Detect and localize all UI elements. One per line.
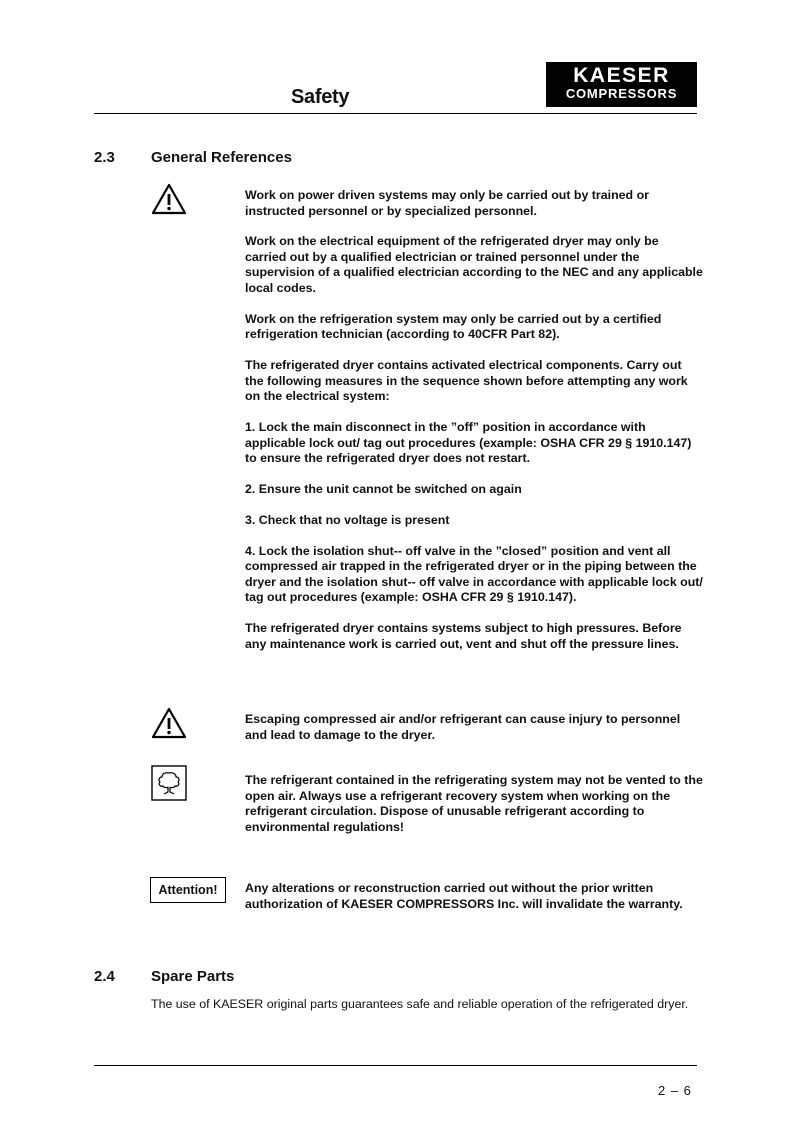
- warranty-attention-text: Any alterations or reconstruction carried out without the prior written authorization of KAESER COMPRESSORS Inc. will invalidate the warranty.: [245, 881, 683, 911]
- logo-main-text: KAESER: [573, 64, 670, 87]
- section-title-spare-parts: Spare Parts: [151, 968, 235, 985]
- spare-parts-text: The use of KAESER original parts guarantees safe and reliable operation of the refrigerated dryer.: [151, 997, 689, 1011]
- paragraph-electrical-equipment: Work on the electrical equipment of the refrigerated dryer may only be carried out by a qualified electrician or trained personnel under the supervision of a qualified electrician according to the NEC and any applicable local codes.: [245, 234, 703, 295]
- warning-triangle-icon: [151, 183, 187, 220]
- logo-sub-text: COMPRESSORS: [565, 86, 678, 101]
- refrigerant-environment-text: The refrigerant contained in the refrigerating system may not be vented to the open air. Always use a refrigerant recovery system when working on the refrigerant circulation. Dispose of unusable refrigerant according to environmental regulations!: [245, 773, 703, 834]
- footer-divider: [94, 1065, 697, 1066]
- paragraph-electrical-components: The refrigerated dryer contains activated electrical components. Carry out the following measures in the sequence shown before attempting any work on the electrical system:: [245, 358, 688, 404]
- step-1-lock-disconnect: 1. Lock the main disconnect in the ”off” position in accordance with applicable lock out/ tag out procedures (example: OSHA CFR 29 § 1910.147) to ensure the refrigerated dryer does not restart.: [245, 420, 692, 466]
- step-2-ensure-not-switched: 2. Ensure the unit cannot be switched on again: [245, 481, 522, 496]
- section-number-2-3: 2.3: [94, 149, 115, 166]
- step-3-check-voltage: 3. Check that no voltage is present: [245, 512, 450, 527]
- section-number-2-4: 2.4: [94, 968, 115, 985]
- general-references-text: [245, 188, 703, 652]
- step-4-isolation-valve: 4. Lock the isolation shut-- off valve in the ”closed” position and vent all compressed air trapped in the refrigerated dryer or in the piping between the dryer and the isolation shut-- off valve in accordance with applicable lock out/ tag out procedures (example: OSHA CFR 29 § 1910.147).: [245, 543, 703, 605]
- paragraph-high-pressure: The refrigerated dryer contains systems subject to high pressures. Before any maintenance work is carried out, vent and shut off the pressure lines.: [245, 621, 682, 651]
- paragraph-refrigeration-system: Work on the refrigeration system may only be carried out by a certified refrigeration technician (according to 40CFR Part 82).: [245, 311, 662, 342]
- page-title: Safety: [291, 86, 350, 108]
- paragraph-trained-personnel: Work on power driven systems may only be carried out by trained or instructed personnel or by specialized personnel.: [245, 188, 649, 218]
- page-number: 2 – 6: [658, 1083, 692, 1098]
- kaeser-logo: [546, 62, 697, 107]
- section-title-general-references: General References: [151, 149, 292, 166]
- warning-triangle-icon: [151, 707, 187, 744]
- tree-icon: [151, 765, 187, 806]
- escaping-air-warning-text: Escaping compressed air and/or refrigerant can cause injury to personnel and lead to damage to the dryer.: [245, 712, 681, 742]
- attention-label: Attention!: [150, 877, 226, 903]
- header-divider: [94, 113, 697, 114]
